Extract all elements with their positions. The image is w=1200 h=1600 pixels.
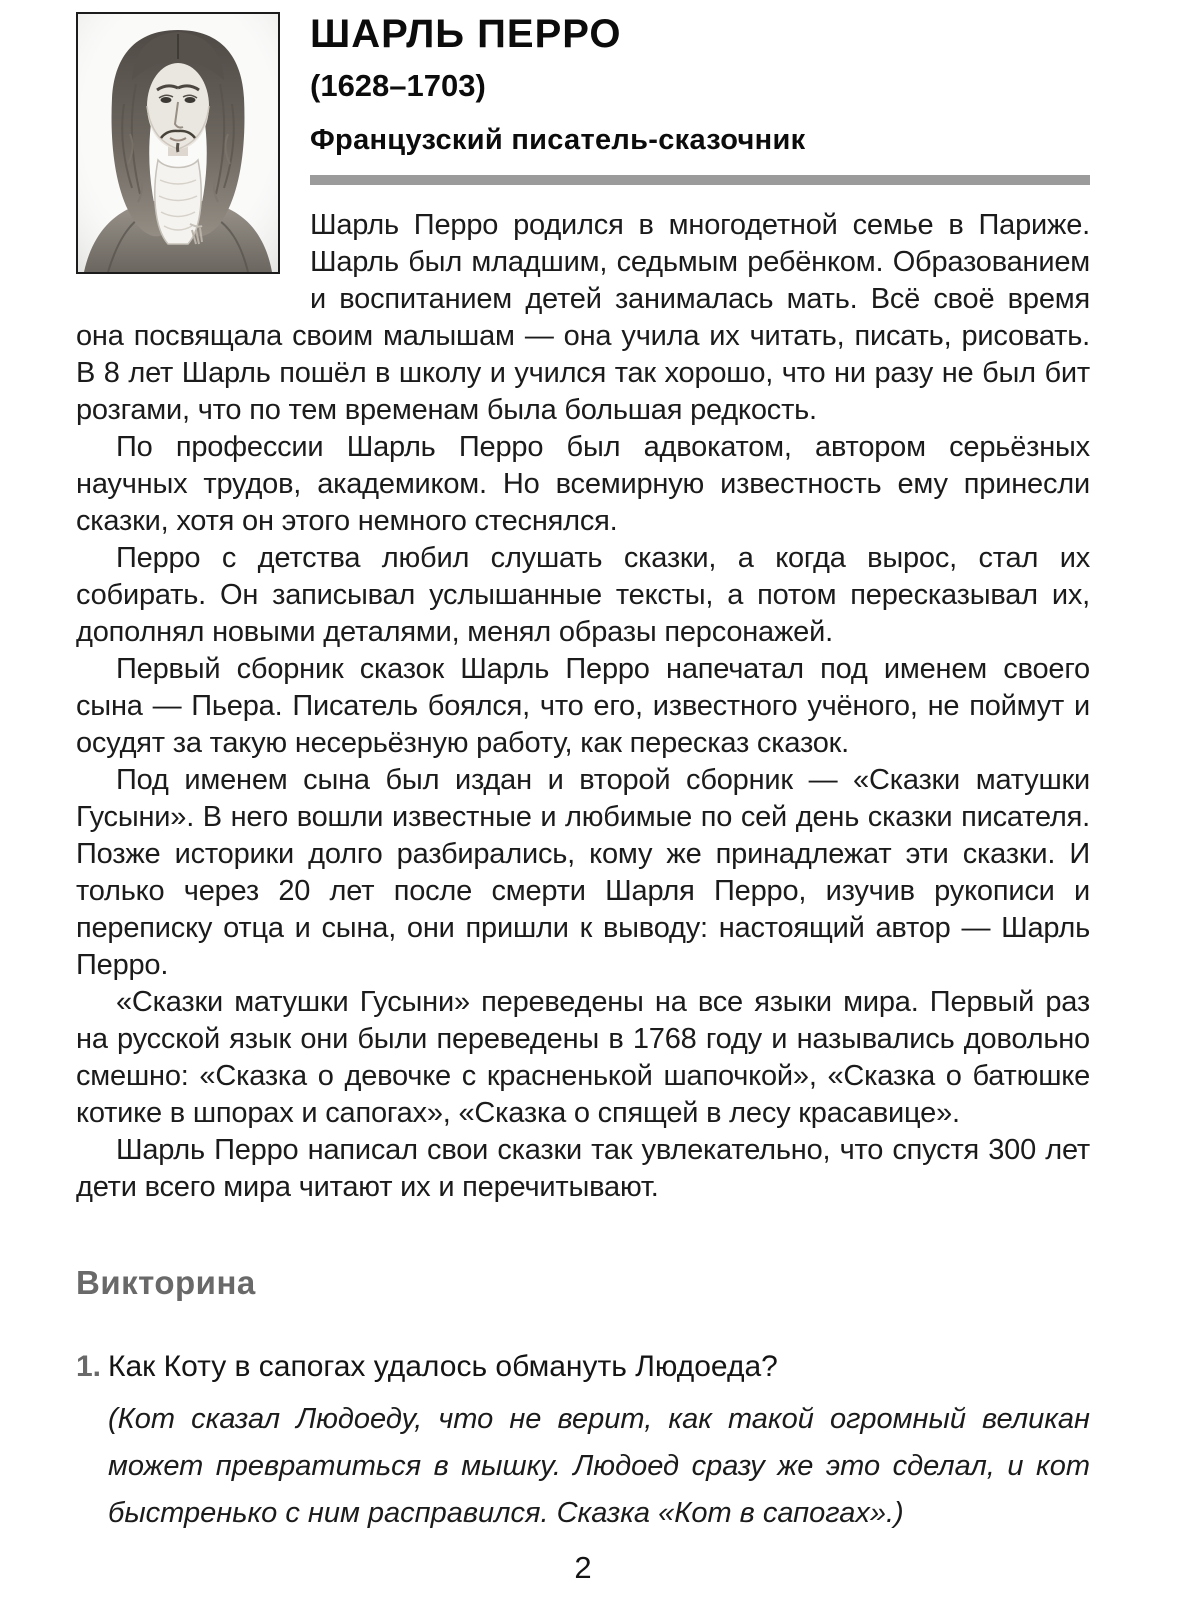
- paragraph: Под именем сына был издан и второй сборник — «Сказки матушки Гусыни». В него вошли известные и любимые по сей день сказки писателя. Позже историки долго разбирались, кому же принадлежат эти сказки. И только через 20 лет после смерти Шарля Перро, изучив рукописи и переписку отца и сына, они пришли к выводу: настоящий автор — Шарль Перро.: [76, 764, 1090, 981]
- paragraph: По профессии Шарль Перро был адвокатом, автором серьёзных научных трудов, академиком. Но всемирную известность ему принесли сказки, хотя он этого немного стеснялся.: [76, 431, 1090, 537]
- divider-bar: [310, 175, 1090, 185]
- page-content: [76, 10, 1090, 1537]
- author-years: (1628–1703): [310, 68, 486, 103]
- page-title: ШАРЛЬ ПЕРРО: [310, 12, 622, 56]
- page-number: 2: [574, 1550, 592, 1585]
- question-answer: (Кот сказал Людоеду, что не верит, как такой огромный великан может превратиться в мышку. Людоед сразу же это сделал, и кот быстренько с ним расправился. Сказка «Кот в сапогах».): [108, 1403, 1090, 1529]
- paragraph: Перро с детства любил слушать сказки, а когда вырос, стал их собирать. Он записывал услышанные тексты, а потом пересказывал их, дополнял новыми деталями, менял образы персонажей.: [76, 542, 1090, 648]
- paragraph: Шарль Перро родился в многодетной семье в Париже. Шарль был младшим, седьмым ребёнком. Образованием и воспитанием детей занималась мать. Всё своё время она посвящала своим малышам — она учила их читать, писать, рисовать. В 8 лет Шарль пошёл в школу и учился так хорошо, что ни разу не был бит розгами, что по тем временам была большая редкость.: [76, 209, 1090, 426]
- paragraph: «Сказки матушки Гусыни» переведены на все языки мира. Первый раз на русской язык они были переведены в 1768 году и назывались довольно смешно: «Сказка о девочке с красненькой шапочкой», «Сказка о батюшке котике в шпорах и сапогах», «Сказка о спящей в лесу красавице».: [76, 986, 1090, 1129]
- paragraph: Первый сборник сказок Шарль Перро напечатал под именем своего сына — Пьера. Писатель боялся, что его, известного учёного, не поймут и осудят за такую несерьёзную работу, как пересказ сказок.: [76, 653, 1090, 759]
- author-subtitle: Французский писатель-сказочник: [310, 124, 806, 156]
- question-text: Как Коту в сапогах удалось обмануть Людоеда?: [108, 1350, 778, 1383]
- quiz-question-1: [76, 1348, 1090, 1537]
- quiz-heading: Викторина: [76, 1264, 256, 1301]
- question-number: 1.: [76, 1350, 102, 1383]
- quiz-section: [76, 1264, 1090, 1537]
- article-body: [76, 207, 1090, 1206]
- paragraph: Шарль Перро написал свои сказки так увлекательно, что спустя 300 лет дети всего мира читают их и перечитывают.: [76, 1134, 1090, 1203]
- portrait-image: [76, 12, 280, 274]
- portrait-drawing: [78, 14, 278, 272]
